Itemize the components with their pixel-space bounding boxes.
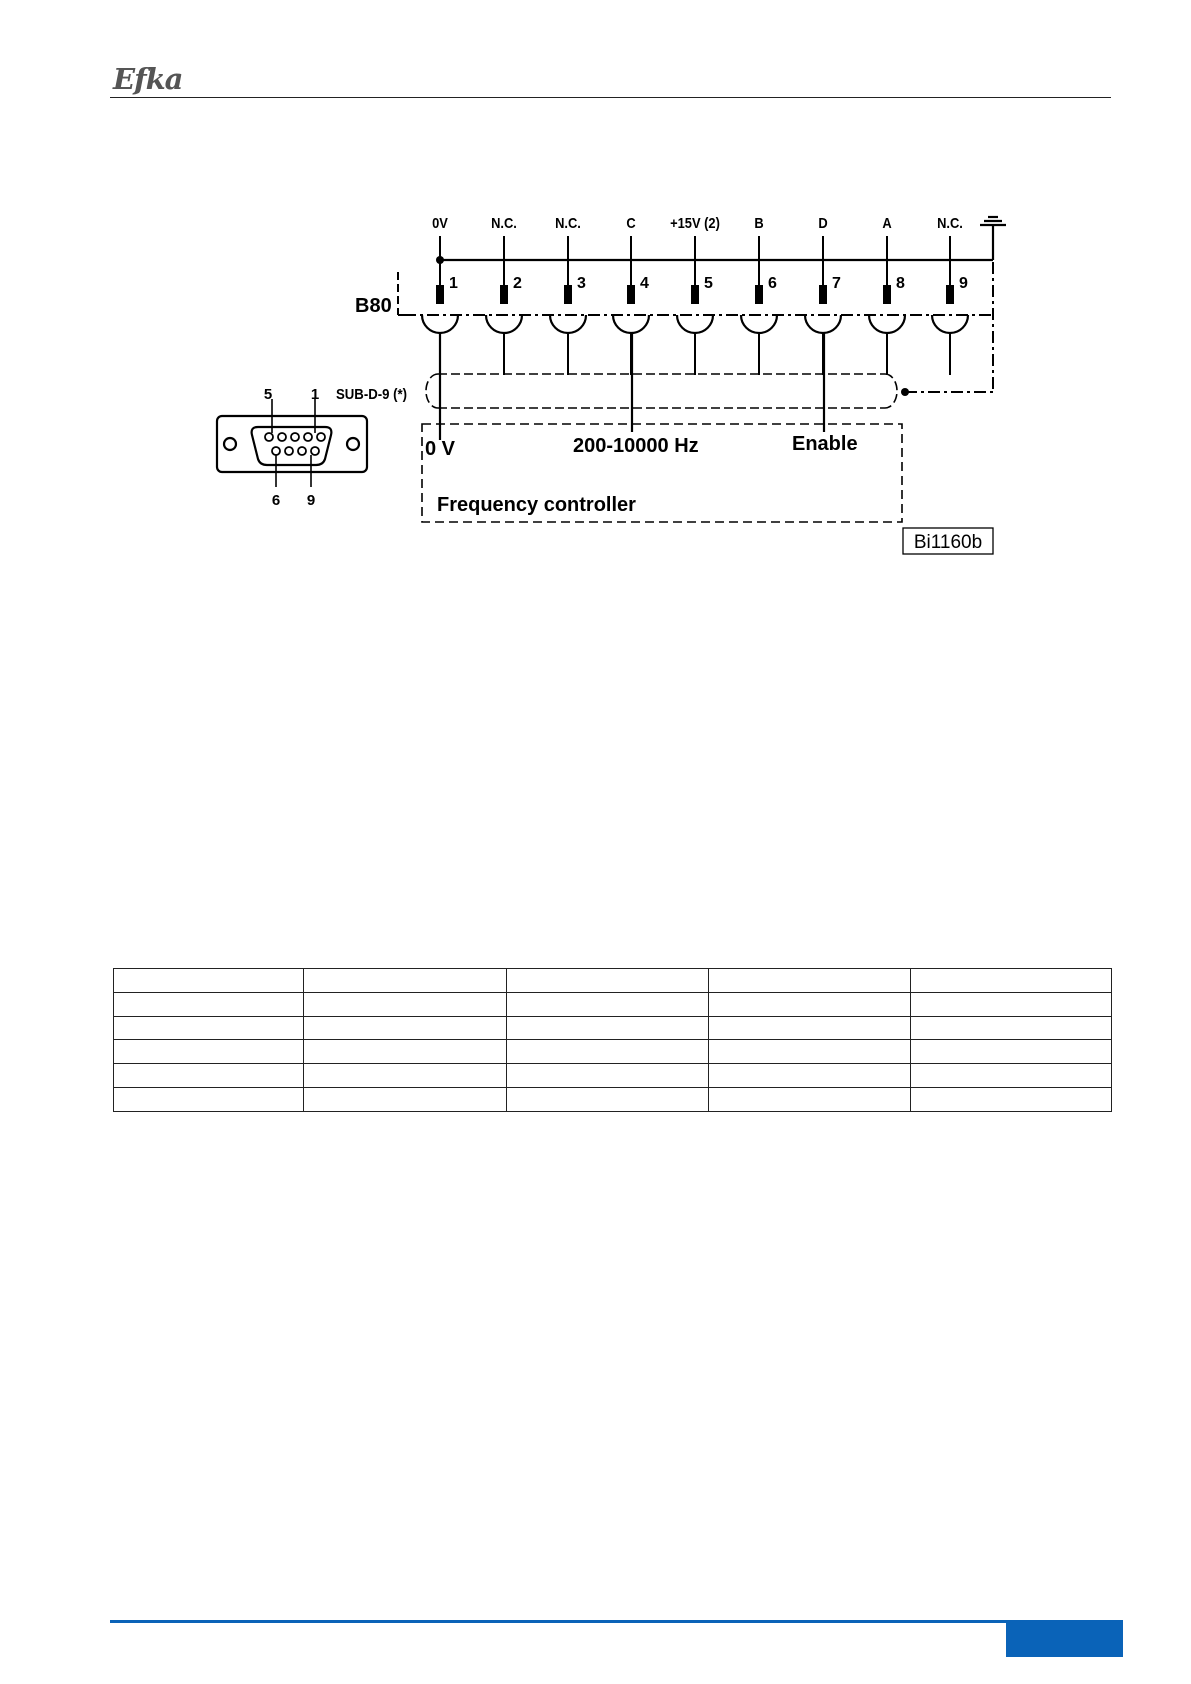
b80-label: B80 <box>355 295 392 317</box>
controller-frequency-label: 200-10000 Hz <box>573 435 699 457</box>
table-cell <box>114 1016 304 1040</box>
pin-column <box>932 214 968 375</box>
socket-icon <box>932 315 968 333</box>
pin-number-label: 9 <box>959 275 968 292</box>
table-cell <box>304 992 507 1016</box>
pin-signal-label: N.C. <box>937 214 963 232</box>
table-cell <box>304 1016 507 1040</box>
pin-signal-label: N.C. <box>555 214 581 232</box>
table-row <box>114 1088 1112 1112</box>
subd9-connector-icon <box>217 399 367 487</box>
socket-icon <box>613 315 649 333</box>
table-cell <box>114 1064 304 1088</box>
subd-pin5-label: 5 <box>263 386 273 403</box>
subd-pin9-label: 9 <box>306 492 316 509</box>
table-row <box>114 1064 1112 1088</box>
pin-signal-label: +15V (2) <box>670 214 720 232</box>
table-cell <box>709 1064 911 1088</box>
pin-plug <box>946 285 954 304</box>
socket-icon <box>741 315 777 333</box>
table-cell <box>304 1040 507 1064</box>
pin-column <box>550 214 586 375</box>
figure-id: Bi1160b <box>913 532 983 553</box>
socket-icon <box>550 315 586 333</box>
pin-plug <box>691 285 699 304</box>
table-cell <box>507 1016 709 1040</box>
pin-column <box>741 214 777 375</box>
socket-icon <box>486 315 522 333</box>
efka-logo: Efka <box>113 62 183 96</box>
pin-number-label: 6 <box>768 275 777 292</box>
ground-icon <box>980 217 1006 260</box>
controller-enable-label: Enable <box>792 433 858 455</box>
controller-0v-label: 0 V <box>425 438 456 460</box>
controller-title: Frequency controller <box>437 494 636 516</box>
socket-icon <box>805 315 841 333</box>
pin-signal-label: 0V <box>432 214 448 232</box>
pin-number-label: 8 <box>896 275 905 292</box>
pin-column <box>670 214 720 375</box>
table-cell <box>114 1040 304 1064</box>
pin-signal-label: D <box>818 214 828 232</box>
table-cell <box>709 992 911 1016</box>
table-cell <box>114 1088 304 1112</box>
table-cell <box>911 1016 1112 1040</box>
pin-signal-label: A <box>882 214 892 232</box>
table-cell <box>911 1040 1112 1064</box>
pin-column <box>486 214 522 375</box>
table-cell <box>304 1064 507 1088</box>
table-cell <box>709 1088 911 1112</box>
subd-pin6-label: 6 <box>271 492 281 509</box>
pin-number-label: 3 <box>577 275 586 292</box>
socket-icon <box>677 315 713 333</box>
pin-plug <box>436 285 444 304</box>
pin-number-label: 7 <box>832 275 841 292</box>
table-cell <box>507 992 709 1016</box>
table-cell <box>709 969 911 993</box>
subd-label: SUB-D-9 (*) <box>336 385 408 403</box>
socket-icon <box>422 315 458 333</box>
table-cell <box>709 1016 911 1040</box>
wiring-diagram <box>0 0 1191 600</box>
table-cell <box>507 1088 709 1112</box>
table-cell <box>114 992 304 1016</box>
table-cell <box>114 969 304 993</box>
pin-signal-label: B <box>754 214 764 232</box>
data-table <box>113 968 1112 1112</box>
pin-number-label: 4 <box>640 275 649 292</box>
shield-junction-dot <box>901 388 909 396</box>
pin-plug <box>819 285 827 304</box>
pin-plug <box>627 285 635 304</box>
b80-bracket <box>398 272 404 315</box>
bus-junction-dot <box>436 256 444 264</box>
pin-signal-label: C <box>626 214 636 232</box>
pin-plug <box>500 285 508 304</box>
cable-shield <box>426 374 897 408</box>
pin-number-label: 2 <box>513 275 522 292</box>
pin-signal-label: N.C. <box>491 214 517 232</box>
pin-plug <box>564 285 572 304</box>
pin-plug <box>883 285 891 304</box>
pin-group <box>422 214 968 375</box>
pin-plug <box>755 285 763 304</box>
table-row <box>114 992 1112 1016</box>
pin-number-label: 1 <box>449 275 458 292</box>
table-row <box>114 1016 1112 1040</box>
table-row <box>114 1040 1112 1064</box>
page-number-box <box>1006 1620 1123 1657</box>
table-cell <box>304 969 507 993</box>
pin-number-label: 5 <box>704 275 713 292</box>
subd-pin1-label: 1 <box>310 386 320 403</box>
footer-rule <box>110 1620 1110 1623</box>
table-cell <box>507 1040 709 1064</box>
pin-column <box>869 214 905 375</box>
table-cell <box>911 969 1112 993</box>
table-cell <box>911 1064 1112 1088</box>
table-cell <box>507 969 709 993</box>
socket-icon <box>869 315 905 333</box>
table-cell <box>507 1064 709 1088</box>
table-row <box>114 969 1112 993</box>
table-cell <box>911 1088 1112 1112</box>
table-cell <box>911 992 1112 1016</box>
table-cell <box>304 1088 507 1112</box>
table-cell <box>709 1040 911 1064</box>
